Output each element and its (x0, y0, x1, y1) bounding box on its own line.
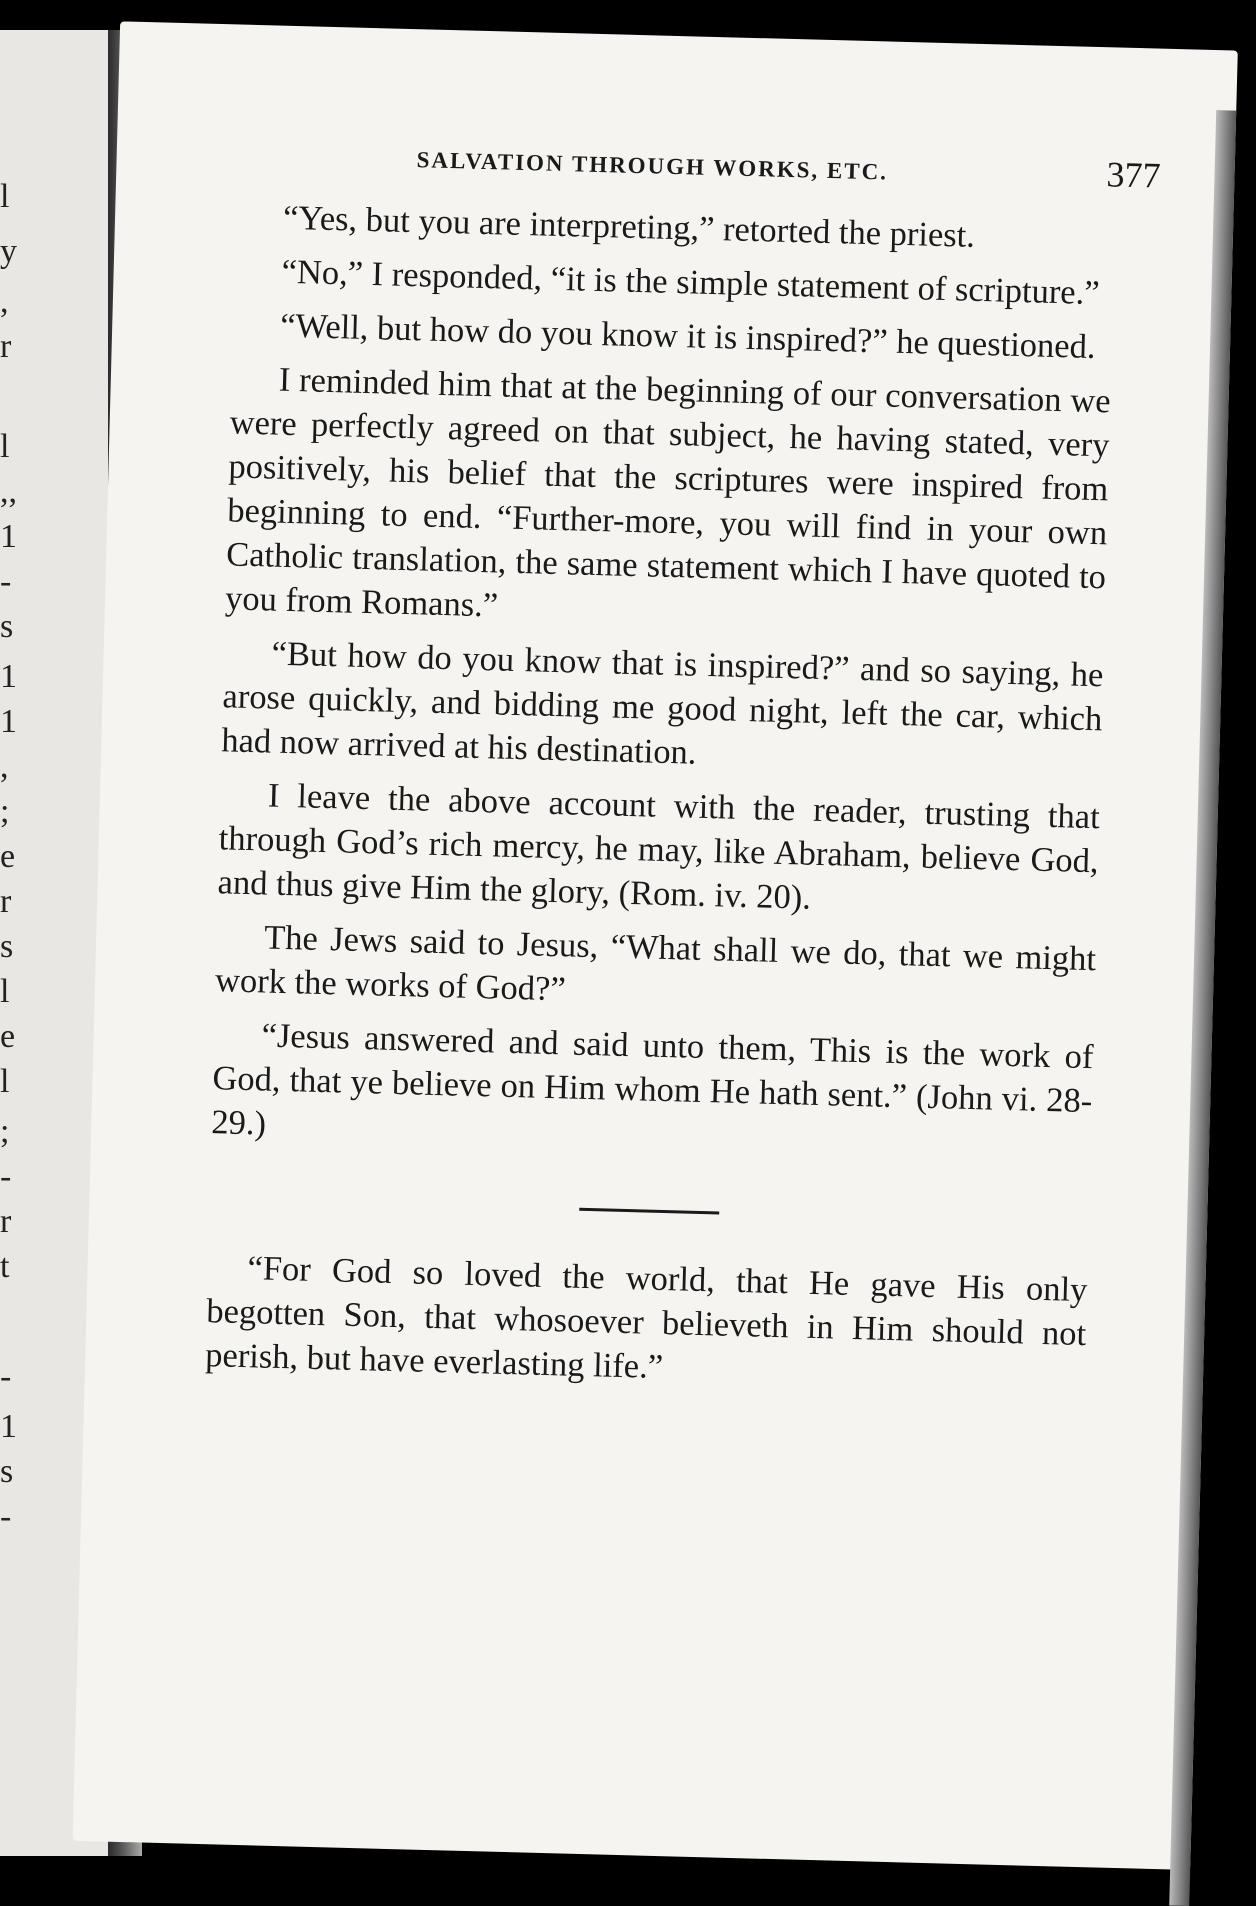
section-divider (579, 1208, 719, 1215)
facing-page-fragment: - (0, 1158, 12, 1195)
facing-page-fragment: - (0, 1358, 12, 1395)
facing-page-fragment: ,, (0, 473, 17, 510)
running-header: SALVATION THROUGH WORKS, ETC. (416, 147, 889, 185)
facing-page-fragment: t (0, 1248, 10, 1285)
facing-page-fragment: ; (0, 793, 10, 830)
facing-page-fragment: l (0, 178, 10, 215)
facing-page-fragment: e (0, 838, 16, 875)
page-body (205, 194, 1116, 1400)
facing-page-fragment: l (0, 428, 10, 465)
paragraph: “Yes, but you are interpreting,” retorted the priest. (282, 198, 976, 255)
facing-page-fragment: 1 (0, 1408, 17, 1445)
facing-page-fragment: y (0, 233, 17, 270)
facing-page-fragment: - (0, 1498, 12, 1535)
facing-page-fragment: 1 (0, 658, 17, 695)
closing-quote: “For God so loved the world, that He gave His only begotten Son, that whosoever believeth in Him should not perish, but have everlasting life.” (204, 1249, 1088, 1387)
facing-page-fragment: 1 (0, 703, 17, 740)
paragraph: “But how do you know that is inspired?” and so saying, he arose quickly, and bidding me good night, left the car, which had now arrived at his destination. (220, 634, 1104, 772)
facing-page-fragment: 1 (0, 518, 17, 555)
paragraph: “Jesus answered and said unto them, This is the work of God, that ye believe on Him whom He hath sent.” (John vi. 28-29.) (210, 1016, 1094, 1143)
facing-page-fragment: s (0, 1453, 14, 1490)
page-edge-shadow (1169, 110, 1236, 1906)
facing-page-fragment: s (0, 928, 14, 965)
paragraph: “No,” I responded, “it is the simple statement of scripture.” (281, 252, 1101, 313)
facing-page-fragment: s (0, 608, 14, 645)
page-number: 377 (1106, 154, 1162, 196)
paragraph: I reminded him that at the beginning of our conversation we were perfectly agreed on that subject, he having stated, very positively, his belief that the scriptures were inspired from beginning to end. “Further-more, you will find in your own Catholic translation, the same statement which I have quoted to you from Romans.” (224, 360, 1112, 625)
paragraph: The Jews said to Jesus, “What shall we do, that we might work the works of God?” (214, 918, 1097, 1009)
facing-page-fragment: , (0, 748, 9, 785)
facing-page-fragment: l (0, 1063, 10, 1100)
facing-page-fragment: r (0, 328, 12, 365)
facing-page-fragment: e (0, 1018, 16, 1055)
book-page (73, 21, 1238, 1870)
paragraph: I leave the above account with the reader, trusting that through God’s rich mercy, he may, like Abraham, believe God, and thus give Him the glory, (Rom. iv. 20). (217, 776, 1101, 917)
facing-page-fragment: , (0, 283, 9, 320)
facing-page-fragment: r (0, 883, 12, 920)
paragraph: “Well, but how do you know it is inspired?” he questioned. (279, 306, 1097, 367)
facing-page-fragment: l (0, 973, 10, 1010)
facing-page-fragment: ; (0, 1113, 10, 1150)
facing-page-fragment: - (0, 563, 12, 600)
facing-page-fragment: r (0, 1203, 12, 1240)
